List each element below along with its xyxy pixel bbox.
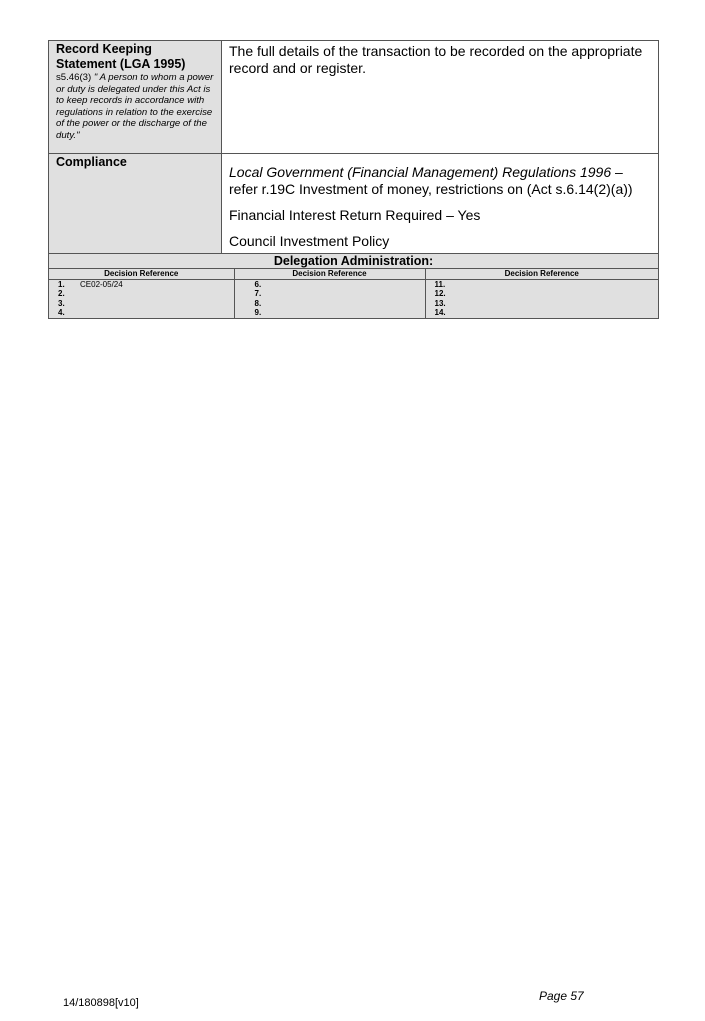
- list-item: 13.: [434, 298, 446, 308]
- statutory-quote: " A person to whom a power or duty is delegated under this Act is to keep records in accordance with regulations in relation to the exercise of the power or the discharge of the duty.": [56, 72, 214, 141]
- column-header: Decision Reference: [425, 269, 658, 279]
- list-item: 14.: [434, 308, 446, 317]
- decision-reference-grid: [49, 269, 658, 318]
- delegation-admin-title: Delegation Administration:: [49, 254, 659, 269]
- list-item: 11.: [434, 279, 446, 289]
- compliance-regulation: [229, 164, 650, 198]
- record-keeping-title: Record Keeping Statement (LGA 1995): [56, 42, 186, 71]
- regulation-detail: – refer r.19C Investment of money, restrictions on (Act s.6.14(2)(a)): [229, 164, 633, 197]
- delegation-admin-grid-row: [49, 269, 659, 319]
- list-item: 3.: [58, 298, 65, 308]
- compliance-content-cell: [222, 154, 659, 254]
- document-reference: 14/180898[v10]: [63, 997, 139, 1009]
- list-item: 1. CE02-05/24: [58, 279, 123, 289]
- compliance-title: Compliance: [56, 155, 127, 169]
- page-number: Page 57: [539, 989, 584, 1003]
- delegation-table: [48, 40, 659, 319]
- decision-value: CE02-05/24: [80, 279, 123, 289]
- decision-reference-body-row: [49, 279, 658, 318]
- compliance-row: [49, 154, 659, 254]
- record-keeping-statement: [56, 72, 215, 142]
- section-reference: s5.46(3): [56, 72, 94, 83]
- column-header: Decision Reference: [49, 269, 234, 279]
- investment-policy: Council Investment Policy: [229, 233, 390, 249]
- list-item: 9.: [254, 308, 262, 317]
- record-keeping-content: The full details of the transaction to be recorded on the appropriate record and or register.: [229, 43, 643, 76]
- decision-reference-header-row: [49, 269, 658, 279]
- list-item: 4.: [58, 308, 65, 317]
- delegation-admin-title-row: [49, 254, 659, 269]
- list-item: 7.: [254, 289, 262, 298]
- column-header: Decision Reference: [234, 269, 425, 279]
- compliance-label-cell: [49, 154, 222, 254]
- decision-column-1: [49, 279, 234, 318]
- decision-column-3: [425, 279, 658, 318]
- list-item: 8.: [254, 298, 262, 308]
- decision-column-2: [234, 279, 425, 318]
- financial-interest-return: Financial Interest Return Required – Yes: [229, 207, 481, 223]
- list-item: 6.: [254, 279, 262, 289]
- record-keeping-label-cell: [49, 41, 222, 154]
- list-item: 12.: [434, 289, 446, 298]
- regulation-title: Local Government (Financial Management) Regulations 1996: [229, 164, 612, 180]
- list-item: 2.: [58, 289, 65, 298]
- record-keeping-content-cell: [222, 41, 659, 154]
- record-keeping-row: [49, 41, 659, 154]
